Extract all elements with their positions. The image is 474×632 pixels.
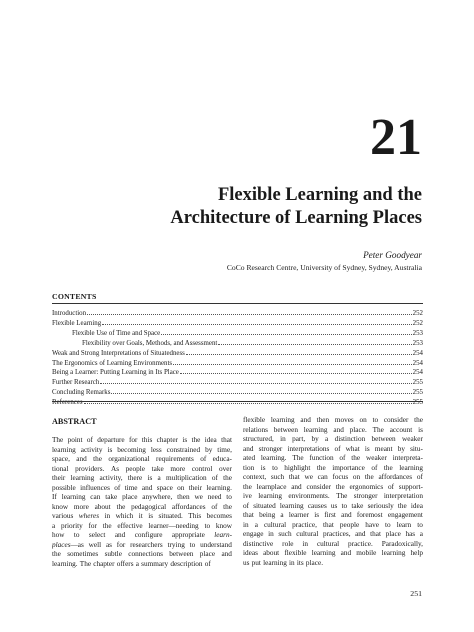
abstract-line: the learnplace and consider the ergonomics of support- <box>243 482 423 491</box>
abstract-line: the sometimes subtle connections between place and <box>52 550 232 558</box>
chapter-title-line-2: Architecture of Learning Places <box>170 208 422 228</box>
toc-leader-dots <box>87 309 412 315</box>
author-affiliation: CoCo Research Centre, University of Sydney, Sydney, Australia <box>226 263 422 272</box>
toc-entry-title: References <box>52 399 83 407</box>
chapter-title <box>170 184 422 230</box>
abstract-line: us put learning in its place. <box>243 558 324 567</box>
abstract-line: context, such that we can focus on the affordances of <box>243 473 423 481</box>
toc-entry-page: 254 <box>412 349 423 357</box>
page-number: 251 <box>410 589 422 598</box>
toc-entry <box>52 329 423 339</box>
toc-entry-page: 254 <box>412 359 423 367</box>
toc-entry-page: 255 <box>412 389 423 397</box>
abstract-heading: ABSTRACT <box>52 417 97 426</box>
toc-leader-dots <box>173 359 412 365</box>
abstract-line: ive learning environments. The stronger interpretation <box>243 492 423 500</box>
abstract-line: ideas about flexible learning and mobile learning help <box>243 549 423 557</box>
toc-entry <box>52 359 423 369</box>
toc-entry <box>52 398 423 408</box>
abstract-line: in a cultural practice, that people have to learn to <box>243 520 423 529</box>
toc-entry-title: Flexible Learning <box>52 319 102 327</box>
abstract-line: possible influences of time and space on their learning. <box>52 483 232 492</box>
toc-entry-title: Introduction <box>52 310 87 317</box>
abstract-line: places—as well as for researchers trying to understand <box>52 540 232 549</box>
toc-leader-dots <box>102 319 411 325</box>
toc-entry-page: 252 <box>412 310 423 317</box>
abstract-line: learning activity is becoming less constrained by time, <box>52 445 232 454</box>
toc-leader-dots <box>218 339 411 345</box>
toc-entry <box>52 368 423 378</box>
toc-entry-page: 254 <box>412 369 423 377</box>
toc-entry-title: Being a Learner: Putting Learning in Its Place <box>52 369 179 377</box>
abstract-line: various wheres in which it is situated. This becomes <box>52 512 232 520</box>
author-name: Peter Goodyear <box>363 250 422 260</box>
toc-leader-dots <box>186 349 412 355</box>
abstract-line: how to select and configure appropriate learn- <box>52 531 232 539</box>
toc-entry <box>52 349 423 359</box>
toc-leader-dots <box>100 378 411 384</box>
toc-entry-page: 252 <box>412 319 423 327</box>
abstract-line: flexible learning and then moves on to consider the <box>243 416 423 424</box>
toc-entry <box>52 309 423 319</box>
abstract-line: If learning can take place anywhere, then we need to <box>52 493 232 501</box>
abstract-line: and stronger interpretations of what is meant by situ- <box>243 444 423 453</box>
toc-entry-title: The Ergonomics of Learning Environments <box>52 359 173 367</box>
abstract-line: space, and the organizational requirements of educa- <box>52 455 232 463</box>
abstract-line: that being a learner is first and foremost engagement <box>243 511 423 519</box>
abstract-line: tion is to highlight the importance of the learning <box>243 463 423 472</box>
abstract-right-column <box>243 416 423 568</box>
contents-heading: CONTENTS <box>52 292 97 301</box>
toc-entry <box>52 388 423 398</box>
abstract-line: relations between learning and place. The account is <box>243 425 423 434</box>
toc-entry-title: Weak and Strong Interpretations of Situatedness <box>52 349 185 357</box>
toc-entry-page: 253 <box>412 339 423 347</box>
toc-entry-title: Concluding Remarks <box>52 389 111 397</box>
toc-entry-page: 255 <box>412 399 423 407</box>
abstract-line: engage in such cultural practices, and that place has a <box>243 530 423 538</box>
abstract-line: a priority for the effective learner—needing to know <box>52 521 232 530</box>
abstract-line: tional providers. As people take more control over <box>52 464 232 473</box>
abstract-line: The point of departure for this chapter is the idea that <box>52 436 232 444</box>
toc-entry-title: Further Research <box>52 379 100 387</box>
toc-entry <box>52 319 423 329</box>
abstract-line: of situated learning causes us to take seriously the idea <box>243 501 423 510</box>
table-of-contents <box>52 309 423 408</box>
toc-entry-page: 253 <box>412 329 423 337</box>
abstract-line: distinctive role in cultural practice. Paradoxically, <box>243 539 423 548</box>
abstract-line: ated learning. The function of the weaker interpreta- <box>243 454 423 462</box>
contents-bottom-rule <box>52 401 423 402</box>
toc-leader-dots <box>180 368 412 374</box>
chapter-number: 21 <box>370 109 422 166</box>
toc-entry-title: Flexibility over Goals, Methods, and Assessment <box>82 339 218 347</box>
abstract-line: structured, in part, by a distinction between weaker <box>243 435 423 443</box>
toc-entry <box>52 339 423 349</box>
toc-leader-dots <box>161 329 411 335</box>
abstract-left-column <box>52 436 232 569</box>
toc-leader-dots <box>111 388 411 394</box>
toc-entry-page: 255 <box>412 379 423 387</box>
contents-top-rule <box>52 303 423 304</box>
chapter-title-line-1: Flexible Learning and the <box>217 185 422 205</box>
abstract-line: learning. The chapter offers a summary description of <box>52 559 211 568</box>
toc-entry-title: Flexible Use of Time and Space <box>72 329 161 337</box>
toc-entry <box>52 378 423 388</box>
abstract-line: know more about the pedagogical affordances of the <box>52 502 232 511</box>
abstract-line: their learning activity, there is a multiplication of the <box>52 474 232 482</box>
